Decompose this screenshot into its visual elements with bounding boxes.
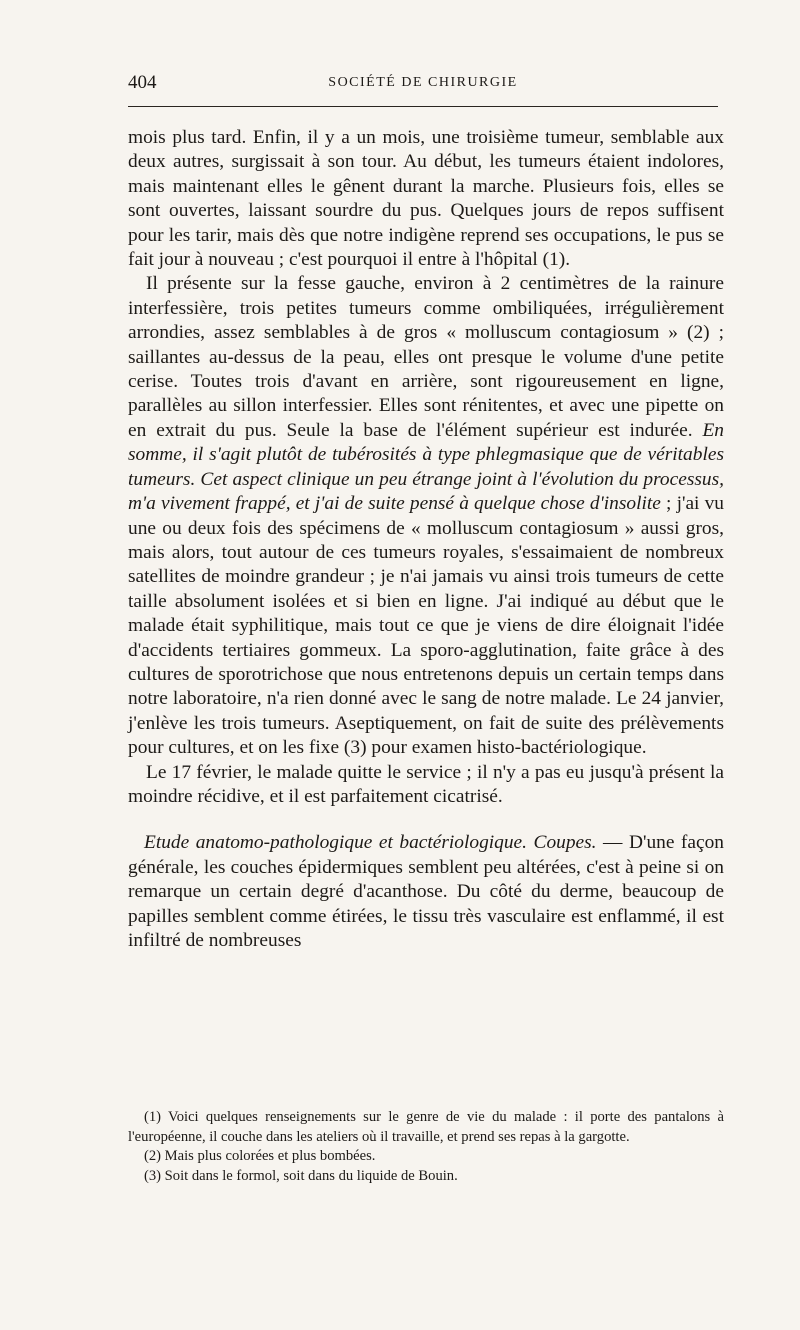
footnote-2: (2) Mais plus colorées et plus bombées. [144,1148,376,1165]
page-header [128,72,718,96]
footnotes [128,1108,724,1186]
running-head: SOCIÉTÉ DE CHIRURGIE [328,75,518,90]
footnote-3: (3) Soit dans le formol, soit dans du liquide de Bouin. [144,1167,458,1184]
paragraph-2-text-b: ; j'ai vu une ou deux fois des spécimens de « molluscum contagiosum » aussi gros, mais alors, tout autour de ces tumeurs royales, s'essaimaient de nombreux satellites de moindre grandeur ; je n'ai jamais vu ainsi trois tumeurs de cette taille absolument isolées et si bien en ligne. J'ai indiqué au début que le malade était syphilitique, mais tout ce que je viens de dire éloignait l'idée d'accidents tertiaires gommeux. La sporo-agglutination, faite grâce à des cultures de sporotrichose que nous entretenons depuis un certain temps dans notre laboratoire, n'a rien donné avec le sang de notre malade. Le 24 janvier, j'enlève les trois tumeurs. Aseptiquement, on fait de suite des prélèvements pour cultures, et on les fixe (3) pour examen histo-bactériologique. [128,493,724,759]
paragraph-1: mois plus tard. Enfin, il y a un mois, une troisième tumeur, semblable aux deux autres, surgissait à son tour. Au début, les tumeurs étaient indolores, mais maintenant elles le gênent durant la marche. Plusieurs fois, elles se sont ouvertes, laissant sourdre du pus. Quelques jours de repos suffisent pour les tarir, mais dès que notre indigène reprend ses occupations, le pus se fait jour à nouveau ; c'est pourquoi il entre à l'hôpital (1). [128,127,724,271]
paragraph-2-italic: En somme, il s'agit plutôt de tubérosités à type phlegmasique que de véritables tumeurs. Cet aspect clinique un peu étrange joint à l'évolution du processus, m'a vivement frappé, et j'ai de suite pensé à quelque chose d'insolite [128,419,724,515]
body-text [128,126,724,953]
paragraph-3: Le 17 février, le malade quitte le service ; il n'y a pas eu jusqu'à présent la moindre récidive, et il est parfaitement cicatrisé. [128,761,724,807]
paragraph-4 [128,831,724,953]
section-heading: Etude anatomo-pathologique et bactériologique. Coupes. [144,832,597,854]
paragraph-2 [128,272,724,760]
footnote-1: (1) Voici quelques renseignements sur le genre de vie du malade : il porte des pantalons à l'européenne, il couche dans les ateliers où il travaille, et prend ses repas à la gargotte. [128,1109,724,1145]
page-number: 404 [128,72,157,93]
header-rule [128,106,718,107]
paragraph-4-text: — D'une façon générale, les couches épidermiques semblent peu altérées, c'est à peine si on remarque un certain degré d'acanthose. Du côté du derme, beaucoup de papilles semblent comme étirées, le tissu très vasculaire est enflammé, il est infiltré de nombreuses [128,832,724,951]
paragraph-2-text-a: Il présente sur la fesse gauche, environ à 2 centimètres de la rainure interfessière, trois petites tumeurs comme ombiliquées, irrégulièrement arrondies, assez semblables à de gros « molluscum contagiosum » (2) ; saillantes au-dessus de la peau, elles ont presque le volume d'une petite cerise. Toutes trois d'avant en arrière, sont rigoureusement en ligne, parallèles au sillon interfessier. Elles sont rénitentes, et avec une pipette on en extrait du pus. Seule la base de l'élément supérieur est indurée. [128,273,724,441]
